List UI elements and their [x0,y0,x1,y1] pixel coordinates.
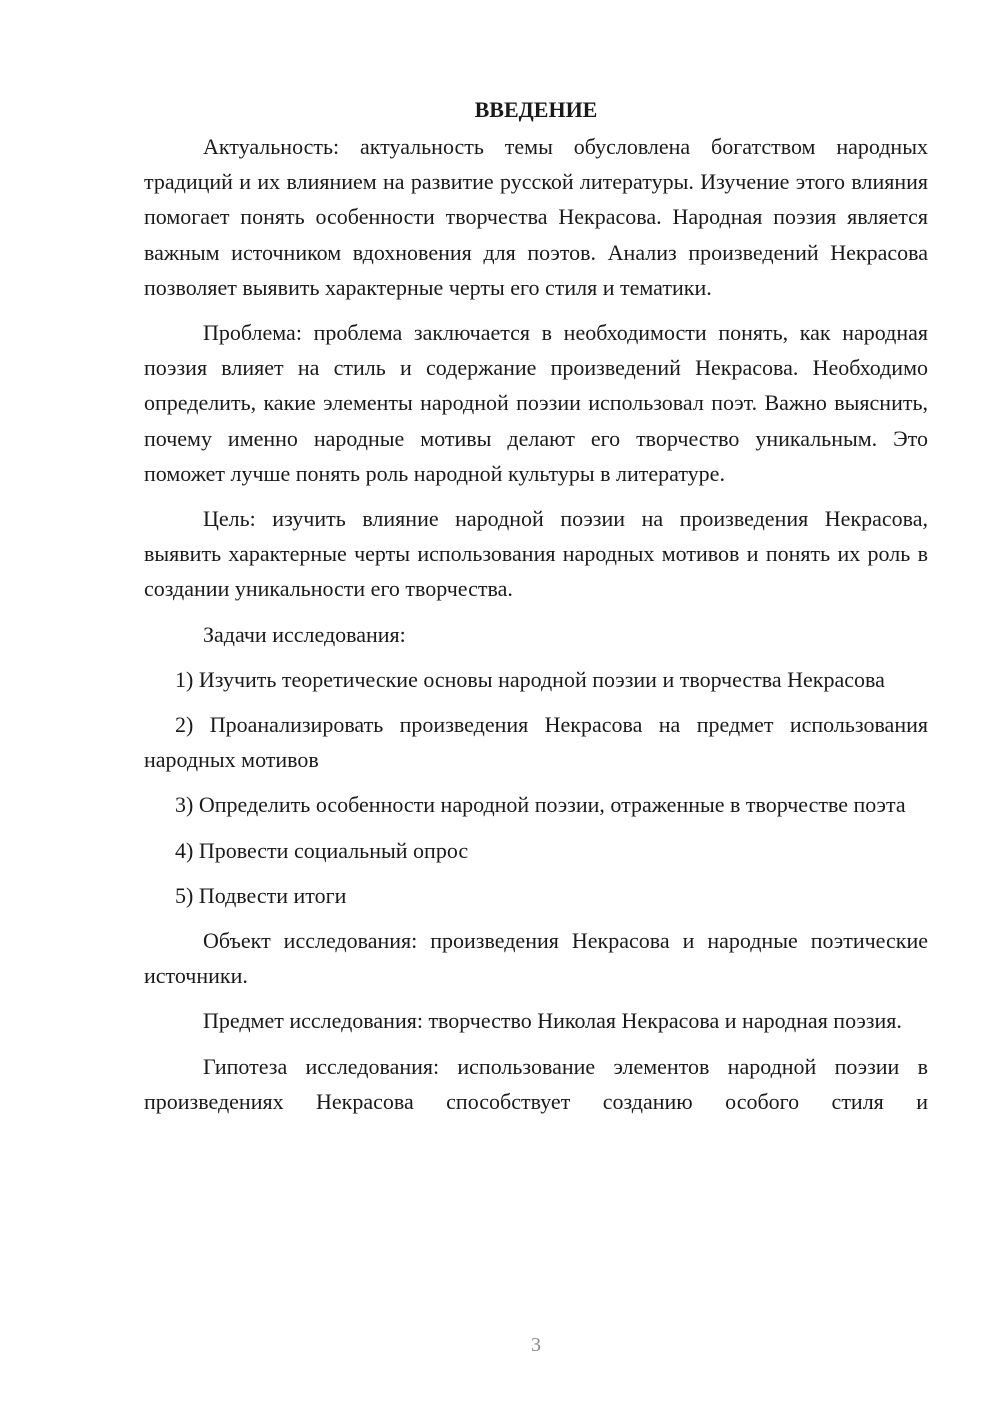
relevance-paragraph: Актуальность: актуальность темы обусловлена богатством народных традиций и их влиянием на развитие русской литературы. Изучение этого влияния помогает понять особенности творчества Некрасова. Народная поэзия является важным источником вдохновения для поэтов. Анализ произведений Некрасова позволяет выявить характерные черты его стиля и тематики. [144,134,928,300]
task-item-4: 4) Провести социальный опрос [175,837,469,863]
problem-paragraph: Проблема: проблема заключается в необходимости понять, как народная поэзия влияет на стиль и содержание произведений Некрасова. Необходимо определить, какие элементы народной поэзии использовал поэт. Важно выяснить, почему именно народные мотивы делают его творчество уникальным. Это поможет лучше понять роль народной культуры в литературе. [144,320,928,486]
document-page [144,92,928,1129]
task-item-3: 3) Определить особенности народной поэзии, отраженные в творчестве поэта [175,792,906,818]
section-title: ВВЕДЕНИЕ [474,97,598,122]
goal-paragraph: Цель: изучить влияние народной поэзии на произведения Некрасова, выявить характерные черты использования народных мотивов и понять их роль в создании уникальности его творчества. [144,506,928,602]
object-paragraph: Объект исследования: произведения Некрасова и народные поэтические источники. [144,928,928,989]
subject-paragraph: Предмет исследования: творчество Николая Некрасова и народная поэзия. [203,1008,902,1034]
task-item-2: 2) Проанализировать произведения Некрасова на предмет использования народных мотивов [144,712,928,773]
task-item-5: 5) Подвести итоги [175,882,347,908]
task-item-1: 1) Изучить теоретические основы народной поэзии и творчества Некрасова [175,666,885,692]
page-number: 3 [531,1334,541,1356]
tasks-heading: Задачи исследования: [203,621,406,647]
hypothesis-paragraph: Гипотеза исследования: использование элементов народной поэзии в произведениях Некрасова способствует созданию особого стиля и [144,1053,928,1114]
